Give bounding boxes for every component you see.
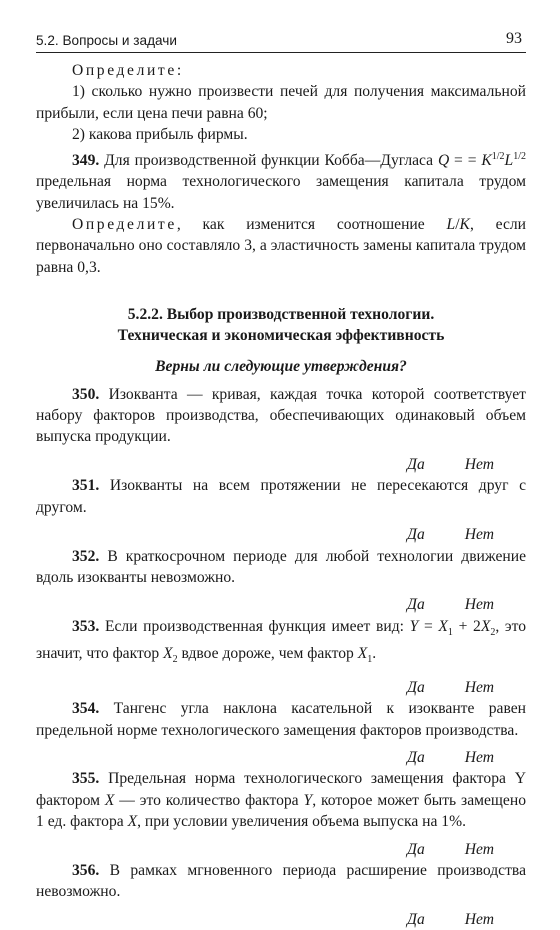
answer-353: [36, 677, 526, 698]
q350-number: 350.: [72, 385, 100, 403]
problem-349-define: Определите, как изменится соотношение L/K, если первоначально оно составляло 3, а эластичность замены капитала трудом равна 0,3.: [36, 216, 527, 276]
q355-text2: — это количество фактора: [114, 791, 304, 809]
question-heading: Верны ли следующие утверждения?: [155, 358, 407, 376]
define-word: Определите: [72, 216, 177, 234]
section-title-line1: 5.2.2. Выбор производственной технологии.: [127, 306, 435, 324]
q353-text3: вдвое дороже, чем фактор: [177, 645, 358, 663]
question-354: [36, 698, 526, 741]
question-351: [36, 475, 526, 518]
answer-351: [36, 524, 526, 545]
answer-355: [36, 839, 526, 860]
q351-text: Изокванты на всем протяжении не пересекаются друг с другом.: [36, 477, 526, 516]
q352-text: В краткосрочном периоде для любой технологии движение вдоль изокванты невозможно.: [36, 547, 526, 586]
running-header: [36, 30, 526, 53]
question-355: 355. Предельная норма технологического замещения фактора Y фактором X — это количество фактора Y, которое может быть замещено 1 ед. фактора X, при условии увеличения объема выпуска на 1%.: [36, 770, 526, 831]
formula-cobb-douglas: Q: [437, 151, 450, 169]
page-content: [36, 60, 526, 930]
q355-text4: , при условии увеличения объема выпуска на 1%.: [137, 813, 466, 831]
answer-no: Нет: [464, 526, 494, 544]
answer-352: [36, 594, 526, 615]
section-heading: [36, 304, 526, 346]
define-intro: Определите:: [72, 62, 184, 79]
problem-349-number: 349.: [72, 151, 100, 169]
q353-text1: Если производственная функция имеет вид:: [104, 617, 410, 635]
answer-yes: Да: [407, 840, 425, 858]
problem-349-text2: предельная норма технологического замещения капитала трудом увеличилась на 15%.: [36, 173, 526, 212]
q354-number: 354.: [72, 700, 100, 718]
answer-354: [36, 747, 526, 768]
question-352: [36, 546, 526, 589]
answer-no: Нет: [464, 840, 494, 858]
problem-349-text1: Для производственной функции Кобба—Дугласа: [104, 151, 438, 169]
q353-number: 353.: [72, 617, 100, 635]
q356-number: 356.: [72, 862, 100, 879]
question-353: 353. Если производственная функция имеет вид: $Y = X_1 + 2X_2$, это значит, что фактор $X_2$ вдвое дороже, чем фактор $X_1$.: [36, 617, 526, 666]
answer-no: Нет: [464, 910, 494, 928]
answer-no: Нет: [464, 455, 494, 473]
intro-item-1: 1) сколько нужно произвести печей для получения максимальной прибыли, если цена печи равна 60;: [36, 83, 526, 122]
page-number: 93: [506, 30, 522, 47]
q351-number: 351.: [72, 477, 100, 495]
answer-356: [36, 909, 526, 930]
intro-item-2: 2) какова прибыль фирмы.: [72, 126, 248, 144]
answer-350: [36, 454, 526, 475]
q356-text: В рамках мгновенного периода расширение производства невозможно.: [36, 862, 526, 901]
q355-text1: Предельная норма технологического замещения фактора Y фактором: [36, 770, 526, 809]
answer-yes: Да: [407, 596, 425, 614]
section-title-line2: Техническая и экономическая эффективность: [117, 327, 445, 345]
problem-349: 349. Для производственной функции Кобба—Дугласа Q = = $K^{1/2}L^{1/2}$ предельная норма технологического замещения капитала трудом увеличилась на 15%.: [36, 150, 526, 212]
problem-349-text3: , как изменится соотношение: [176, 216, 447, 234]
q354-text: Тангенс угла наклона касательной к изокванте равен предельной норме технологического замещения факторов производства.: [36, 700, 526, 739]
answer-yes: Да: [407, 455, 425, 473]
answer-no: Нет: [464, 596, 494, 614]
answer-no: Нет: [464, 748, 494, 766]
question-350: [36, 384, 526, 448]
answer-no: Нет: [464, 678, 494, 696]
question-356: [36, 860, 526, 903]
answer-yes: Да: [407, 748, 425, 766]
q355-number: 355.: [72, 770, 100, 788]
answer-yes: Да: [407, 910, 425, 928]
ratio-lk: L: [446, 216, 456, 234]
problem-349-text4: , если первоначально оно составляло 3, а эластичность замены капитала трудом равна 0,3.: [36, 216, 527, 276]
answer-yes: Да: [407, 678, 425, 696]
q353-text2: , это значит, что фактор: [36, 617, 526, 663]
q355-text3: , которое может быть замещено 1 ед. фактора: [36, 791, 526, 831]
answer-yes: Да: [407, 526, 425, 544]
header-section: 5.2. Вопросы и задачи: [36, 33, 177, 48]
q350-text: Изокванта — кривая, каждая точка которой соответствует набору факторов производства, обеспечивающих одинаковый объем выпуска продукции.: [36, 385, 526, 446]
q352-number: 352.: [72, 547, 100, 565]
